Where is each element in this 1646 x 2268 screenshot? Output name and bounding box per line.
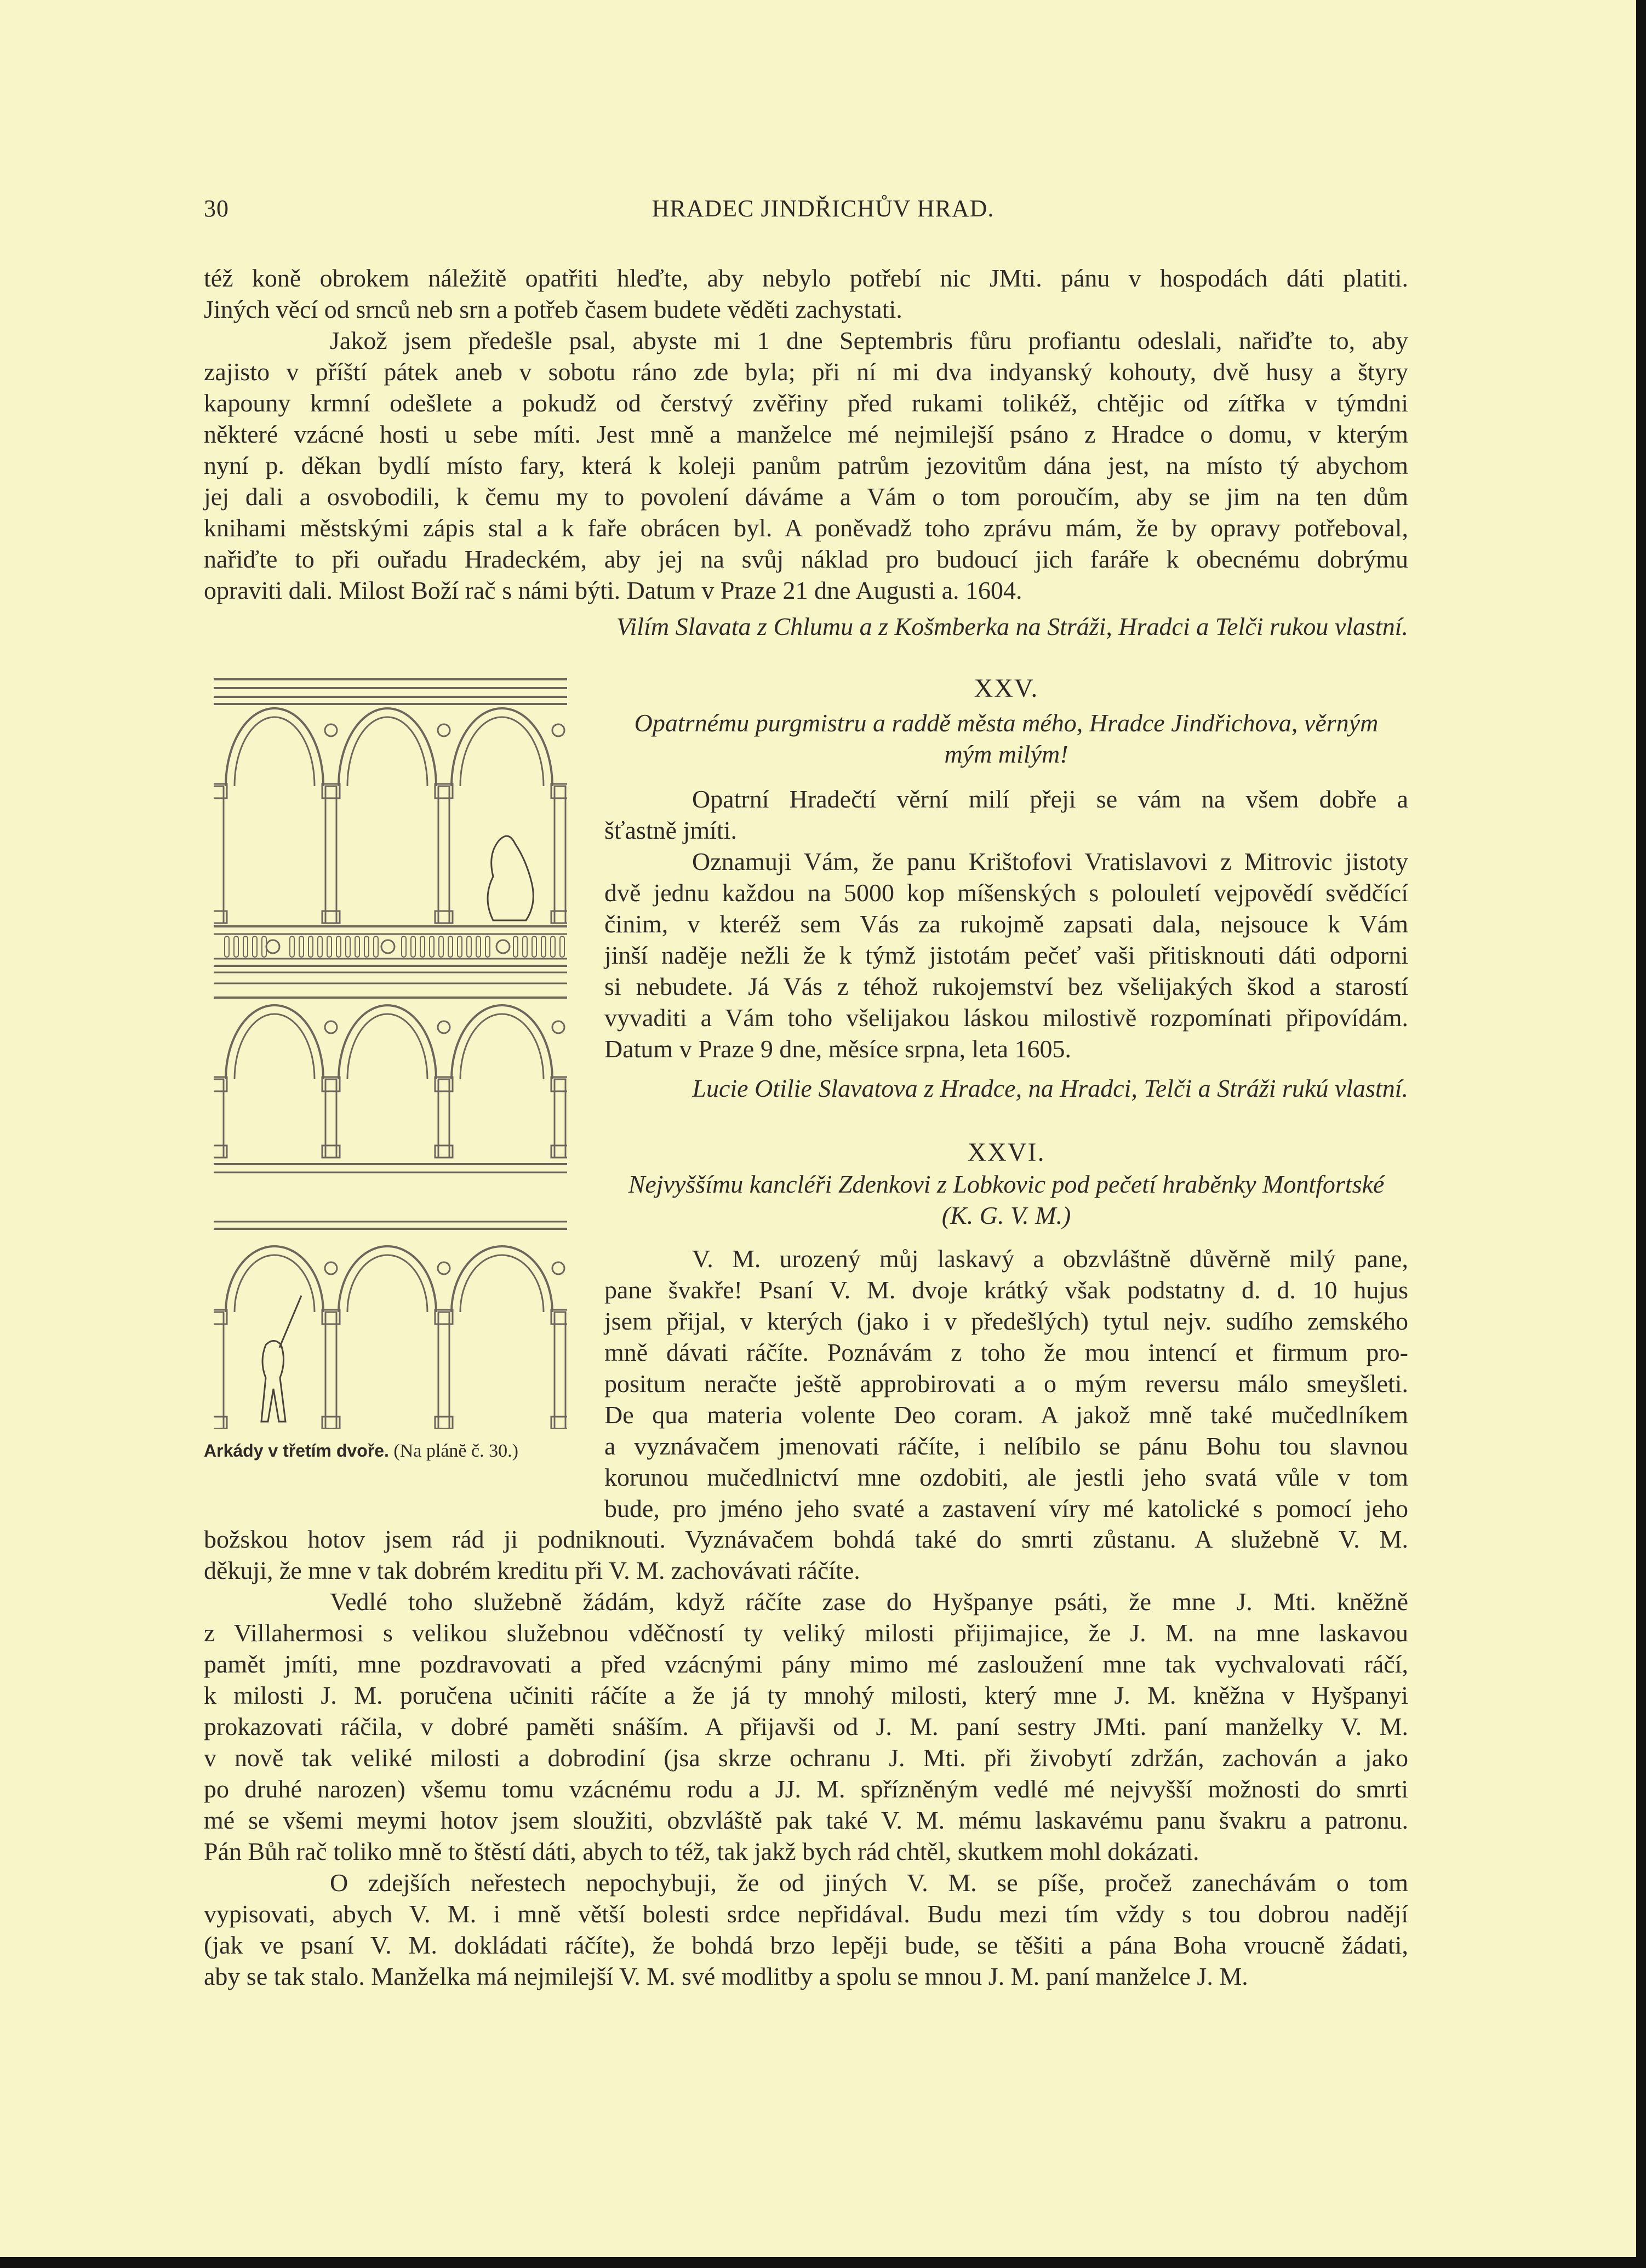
column <box>555 1312 565 1429</box>
text-line: bude, pro jméno jeho svaté a zastavení víry mé katolické s pomocí jeho <box>604 1494 1408 1522</box>
arch <box>451 1246 552 1312</box>
caption-reference: (Na plánĕ č. 30.) <box>388 1441 518 1461</box>
arch <box>451 1005 552 1079</box>
letter-xxvi-address-1: Nejvyššímu kancléři Zdenkovi z Lobkovic pod pečetí hraběnky Montfortské <box>628 1170 1385 1198</box>
baluster <box>402 936 406 957</box>
text-line: Jakož jsem předešle psal, abyste mi 1 dne Septembris fůru profiantu odeslali, nařiďte to, aby <box>330 327 1408 354</box>
baluster <box>290 936 294 957</box>
caption-title: Arkády v třetím dvoře. <box>204 1441 389 1461</box>
balustrade-medallion <box>381 940 395 953</box>
baluster <box>560 936 564 957</box>
arch <box>339 708 436 786</box>
text-line: opraviti dali. Milost Boží rač s námi býti. Datum v Praze 21 dne Augusti a. 1604. <box>204 576 1022 604</box>
text-line: činim, v kteréž sem Vás za rukojmě zapsati dala, nejsouce k Vám <box>604 910 1408 938</box>
text-line: aby se tak stalo. Manželka má nejmilejší V. M. své modlitby a spolu se mnou J. M. paní manželce J. M. <box>204 1962 1248 1990</box>
text-line: též koně obrokem náležitě opatřiti hleďte, aby nebylo potřebí nic JMti. pánu v hospodách dáti platiti. <box>204 264 1408 292</box>
baluster <box>327 936 332 957</box>
text-line: Jiných věcí od srnců neb srn a potřeb časem budete věděti zachystati. <box>204 295 902 323</box>
top-letter-text <box>204 262 1408 606</box>
rosette <box>325 1021 337 1033</box>
arch <box>339 1005 436 1079</box>
text-line: (jak ve psaní V. M. dokládati ráčíte), že bohdá brzo lepěji bude, se těšiti a pána Boha vroucně žádati, <box>204 1931 1408 1959</box>
baluster <box>467 936 471 957</box>
text-line: nařiďte to při ouřadu Hradeckém, aby jej na svůj náklad pro budoucí jich faráře k obecnému dobrýmu <box>204 545 1408 573</box>
arch <box>226 708 323 786</box>
rosette <box>325 724 337 736</box>
arch <box>339 1246 436 1312</box>
text-line: šťastně jmíti. <box>604 816 737 844</box>
baluster <box>243 936 248 957</box>
text-line: positum neračte ještě approbirovati a o mým reversu málo smeyšleti. <box>604 1370 1408 1398</box>
baluster <box>299 936 304 957</box>
baluster <box>355 936 359 957</box>
text-line: Oznamuji Vám, že panu Krištofovi Vratislavovi z Mitrovic jistoty <box>692 847 1408 875</box>
baluster <box>458 936 462 957</box>
seated-figure <box>488 836 533 920</box>
text-line: Datum v Praze 9 dne, měsíce srpna, leta 1605. <box>604 1035 1072 1063</box>
scan-edge-bottom <box>0 2257 1646 2268</box>
column <box>555 786 565 923</box>
text-line: O zdejších neřestech nepochybuji, že od jiných V. M. se píše, pročež zanechávám o tom <box>330 1869 1408 1897</box>
text-line: vypisovati, abych V. M. i mně větší bolesti srdce nepřidával. Budu mezi tím vždy s tou dobrou nadějí <box>204 1900 1408 1928</box>
baluster <box>346 936 350 957</box>
rosette <box>552 1262 564 1274</box>
balustrade-medallion <box>266 940 279 953</box>
arch-inner <box>460 1014 544 1079</box>
column <box>325 1312 336 1429</box>
halberdier-figure <box>261 1296 301 1422</box>
rosette <box>552 1021 564 1033</box>
text-line: jinší naděje nežli že k týmž jistotám pečeť vaši přitisknouti dáti odporni <box>604 941 1408 969</box>
signature-slavata: Vilím Slavata z Chlumu a z Košmberka na Stráži, Hradci a Telči rukou vlastní. <box>616 612 1408 640</box>
text-line: Pán Bůh rač toliko mně to štěstí dáti, abych to též, tak jakž bych rád chtěl, skutkem mohl dokázati. <box>204 1837 1199 1865</box>
column <box>325 786 336 923</box>
arch <box>226 1005 323 1079</box>
text-line: z Villahermosi s velikou služebnou vděčností ty veliký milosti přijimajice, že J. M. na mne laskavou <box>204 1619 1408 1647</box>
column-base <box>214 911 227 923</box>
arch-inner <box>347 717 427 786</box>
text-line: některé vzácné hosti u sebe míti. Jest mně a manželce mé nejmilejší psáno z Hradce o domu, v kterým <box>204 420 1408 448</box>
letter-xxvi-head <box>604 1137 1408 1524</box>
text-line: v nově tak veliké milosti a dobrodiní (jsa skrze ochranu J. Mti. při živobytí zdržán, zachován a jako <box>204 1744 1408 1772</box>
text-line: kapouny krmní odešlete a pokudž od čerstvý zvěřiny před rukami tolikéž, chtějic od zítřka v týmdni <box>204 389 1408 417</box>
column-base <box>214 1417 227 1429</box>
baluster <box>476 936 481 957</box>
rosette <box>325 1262 337 1274</box>
baluster <box>318 936 322 957</box>
baluster <box>253 936 257 957</box>
text-line: mé se všemi meymi hotov jsem sloužiti, obzvláště pak také V. M. mému laskavému panu švakru a patronu. <box>204 1806 1408 1834</box>
column <box>214 786 224 923</box>
text-line: a vyznávačem jmenovati ráčíte, i nelíbilo se pánu Bohu tou slavnou <box>604 1432 1408 1460</box>
baluster <box>532 936 536 957</box>
text-line: k milosti J. M. poručena učiniti ráčíte a že já ty mnohý milosti, který mne J. M. kněžna v Hyšpanyi <box>204 1681 1408 1709</box>
letter-xxvi-address-2: (K. G. V. M.) <box>941 1201 1071 1229</box>
baluster <box>513 936 518 957</box>
rosette <box>438 1021 450 1033</box>
letter-xxv <box>604 673 1408 1104</box>
letter-xxv-number: XXV. <box>974 674 1039 703</box>
text-line: Opatrní Hradečtí věrní milí přeji se vám na všem dobře a <box>692 785 1408 813</box>
text-line: V. M. urozený můj laskavý a obzvláštně důvěrně milý pane, <box>692 1245 1408 1273</box>
running-title: HRADEC JINDŘICHŮV HRAD. <box>651 195 995 222</box>
text-line: jej dali a osvobodili, k čemu my to povolení dáváme a Vám o tom poroučím, aby se jim na ten dům <box>204 483 1408 511</box>
arch-inner <box>235 717 315 786</box>
baluster <box>364 936 369 957</box>
signature-lucie: Lucie Otilie Slavatova z Hradce, na Hradci, Telči a Stráži rukú vlastní. <box>692 1074 1408 1102</box>
text-line: vyvaditi a Vám toho všelijakou láskou milostivě rozpomínati připovídám. <box>604 1004 1408 1032</box>
baluster <box>485 936 490 957</box>
arch-inner <box>347 1255 427 1312</box>
column-base <box>214 1146 227 1158</box>
baluster <box>523 936 527 957</box>
arch-inner <box>235 1014 315 1079</box>
letter-xxvi-column-text <box>604 1243 1408 1524</box>
text-line: korunou mučedlnictví mne ozdobiti, ale jestli jeho svatá vůle v tom <box>604 1463 1408 1491</box>
letter-xxvi-number: XXVI. <box>967 1138 1045 1167</box>
letter-xxv-address-1: Opatrnému purgmistru a raddě města mého, Hradce Jindřichova, věrným <box>634 709 1379 737</box>
baluster <box>420 936 425 957</box>
baluster <box>439 936 443 957</box>
text-line: pamět jmíti, mne pozdravovati a před vzácnými pány mimo mé zasloužení mne tak vychvalovati ráčí, <box>204 1650 1408 1678</box>
arch <box>226 1246 323 1312</box>
baluster <box>448 936 453 957</box>
text-line: pane švakře! Psaní V. M. dvoje krátký však podstatny d. d. 10 hujus <box>604 1276 1408 1304</box>
arch-inner <box>347 1014 427 1079</box>
baluster <box>234 936 238 957</box>
arch-inner <box>460 717 544 786</box>
text-line: prokazovati ráčila, v dobré paměti snáším. A přijavši od J. M. paní sestry JMti. paní manželky V. M. <box>204 1713 1408 1740</box>
figure-caption <box>204 1441 518 1462</box>
baluster <box>411 936 415 957</box>
rosette <box>438 1262 450 1274</box>
column <box>214 1312 224 1429</box>
baluster <box>308 936 313 957</box>
text-line: si nebudete. Já Vás z téhož rukojemství bez všelijakých škod a starostí <box>604 972 1408 1000</box>
baluster <box>551 936 555 957</box>
rosette <box>552 724 564 736</box>
text-line: nyní p. děkan bydlí místo fary, která k koleji panům patrům jezovitům dána jest, na místo tý abychom <box>204 451 1408 479</box>
text-line: zajisto v příští pátek aneb v sobotu ráno zde byla; při ní mi dva indyanský kohouty, dvě husy a štyry <box>204 358 1408 386</box>
text-line: knihami městskými zápis stal a k faře obrácen byl. A poněvadž toho zprávu mám, že by opravy potřeboval, <box>204 514 1408 542</box>
text-line: jsem přijal, v kterých (jako i v předešlých) tytul nejv. sudího zemského <box>604 1307 1408 1335</box>
text-line: De qua materia volente Deo coram. A jakož mně také mučedlníkem <box>604 1401 1408 1429</box>
page-number: 30 <box>204 195 229 222</box>
arcade-illustration <box>214 677 567 1429</box>
arch-inner <box>460 1255 544 1312</box>
baluster <box>541 936 546 957</box>
text-line: božskou hotov jsem rád ji podniknouti. Vyznávačem bohdá také do smrti zůstanu. A služebně V. M. <box>204 1525 1408 1553</box>
letter-xxvi-full-text <box>204 1524 1408 1992</box>
text-line: po druhé narozen) všemu tomu vzácnému rodu a JJ. M. spřízněným vedlé mé nejvyšší možnosti do smrti <box>204 1775 1408 1803</box>
letter-xxv-address-2: mým milým! <box>944 740 1068 768</box>
text-line: děkuji, že mne v tak dobrém kreditu při V. M. zachovávati ráčíte. <box>204 1556 860 1584</box>
text-line: dvě jednu každou na 5000 kop míšenských s polouletí vejpovědí svědčící <box>604 879 1408 907</box>
text-line: Vedlé toho služebně žádám, když ráčíte zase do Hyšpanye psáti, že mne J. Mti. kněžně <box>330 1588 1408 1616</box>
balustrade-medallion <box>496 940 510 953</box>
column <box>438 786 449 923</box>
letter-xxv-body <box>604 783 1408 1064</box>
column <box>438 1312 449 1429</box>
baluster <box>374 936 378 957</box>
scan-edge-right <box>1636 0 1646 2268</box>
baluster <box>336 936 341 957</box>
baluster <box>225 936 229 957</box>
rosette <box>438 724 450 736</box>
baluster <box>430 936 434 957</box>
arch-inner <box>235 1255 315 1312</box>
text-line: mně dávati ráčíte. Poznávám z toho že mou intencí et firmum pro- <box>604 1338 1408 1366</box>
